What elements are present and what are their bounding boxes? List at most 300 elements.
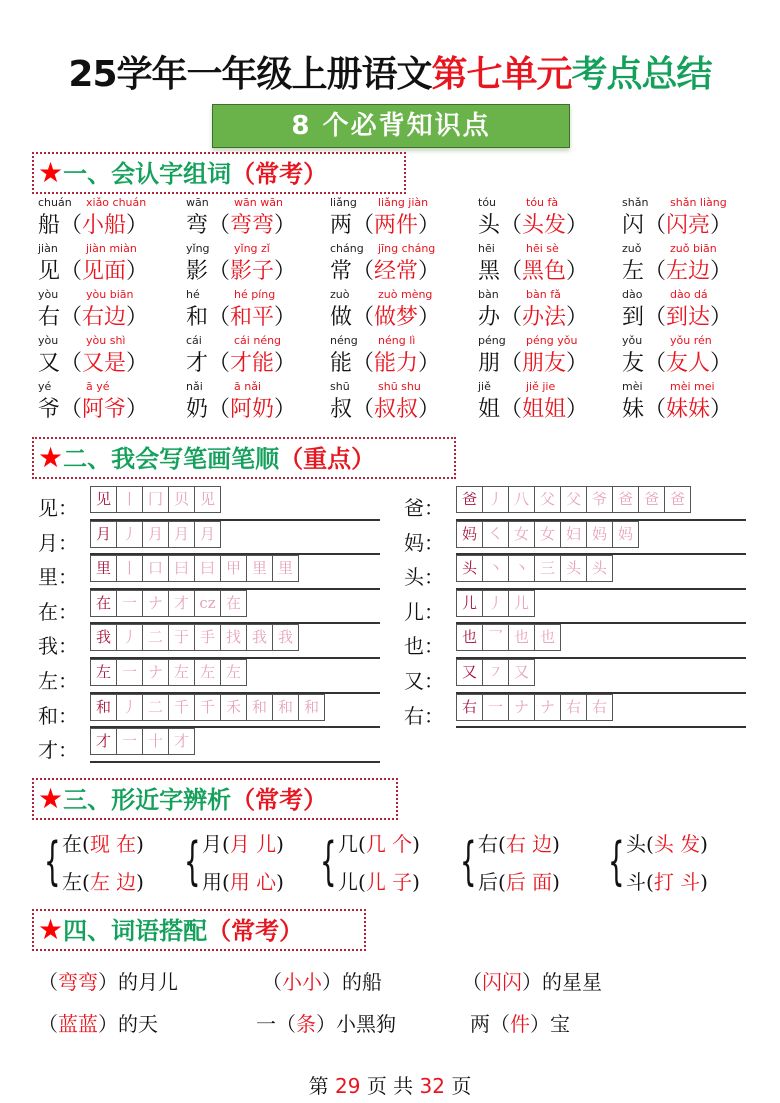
paren-close: ）	[418, 397, 441, 422]
stroke-box: 冂	[142, 486, 169, 513]
word: 朋友	[522, 351, 567, 376]
char-and-word	[186, 254, 296, 285]
char-pinyin: chuán	[38, 196, 72, 209]
match-fill: 蓝蓝	[58, 1012, 98, 1036]
similar-char-line	[62, 828, 144, 857]
character: 叔	[330, 397, 353, 422]
stroke-boxes	[90, 659, 246, 686]
stroke-box: 爸	[612, 486, 639, 513]
char-and-word	[186, 208, 296, 239]
char-and-word	[622, 300, 732, 331]
star-icon: ★	[38, 441, 64, 474]
stroke-box: 头	[560, 555, 587, 582]
stroke-box: 妈	[586, 521, 613, 548]
stroke-box: 右	[560, 694, 587, 721]
word-pinyin: wān wān	[234, 196, 283, 209]
word: 到达	[666, 305, 711, 330]
stroke-boxes	[90, 590, 246, 617]
vocab-item	[330, 334, 475, 380]
word: 经常	[374, 259, 419, 284]
stroke-row	[38, 521, 378, 556]
char-pinyin: mèi	[622, 380, 643, 393]
similar-word: 打 斗	[653, 870, 701, 894]
word-pinyin: yǒu rén	[670, 334, 712, 347]
character: 见	[38, 259, 61, 284]
vocab-row	[38, 242, 778, 288]
stroke-box: 曰	[194, 555, 221, 582]
word-pinyin: yòu biān	[86, 288, 134, 301]
match-fill: 小小	[282, 970, 322, 994]
paren-open: (	[498, 832, 506, 856]
character: 办	[478, 305, 501, 330]
paren-close: )	[136, 832, 144, 856]
paren-open: （	[352, 213, 375, 238]
match-suffix: ）的天	[98, 1012, 158, 1036]
stroke-box: 又	[456, 659, 483, 686]
word-pinyin: tóu fà	[526, 196, 559, 209]
stroke-box: 丨	[116, 555, 143, 582]
match-fill: 件	[510, 1012, 530, 1036]
stroke-boxes	[456, 521, 638, 548]
paren-close: ）	[274, 397, 297, 422]
word: 弯弯	[230, 213, 275, 238]
paren-close: ）	[126, 397, 149, 422]
stroke-box: 女	[534, 521, 561, 548]
stroke-box: 曰	[168, 555, 195, 582]
vocab-grid	[38, 196, 778, 426]
stroke-box: 妈	[612, 521, 639, 548]
stroke-row	[38, 590, 378, 625]
stroke-box: ナ	[142, 590, 169, 617]
paren-close: ）	[566, 305, 589, 330]
vocab-row	[38, 196, 778, 242]
match-suffix: ）小黑狗	[316, 1012, 396, 1036]
stroke-box: ナ	[534, 694, 561, 721]
paren-open: （	[500, 213, 523, 238]
paren-open: （	[644, 397, 667, 422]
stroke-box: 左	[168, 659, 195, 686]
word: 见面	[82, 259, 127, 284]
stroke-char-label: 里：	[38, 565, 78, 590]
vocab-item	[186, 334, 331, 380]
stroke-box: cz	[194, 590, 221, 617]
stroke-box: 甲	[220, 555, 247, 582]
word-pinyin: jiàn miàn	[86, 242, 137, 255]
vocab-item	[622, 334, 767, 380]
char-and-word	[38, 254, 148, 285]
char-and-word	[478, 300, 588, 331]
paren-close: )	[700, 870, 708, 894]
stroke-boxes	[90, 486, 220, 513]
vocab-item	[622, 196, 767, 242]
stroke-box: ナ	[142, 659, 169, 686]
stroke-order-right	[404, 486, 744, 728]
word: 两件	[374, 213, 419, 238]
paren-close: )	[412, 832, 420, 856]
word: 又是	[82, 351, 127, 376]
vocab-row	[38, 380, 778, 426]
paren-open: （	[644, 351, 667, 376]
paren-open: （	[644, 213, 667, 238]
paren-close: )	[412, 870, 420, 894]
word: 阿爷	[82, 397, 127, 422]
word: 妹妹	[666, 397, 711, 422]
character: 常	[330, 259, 353, 284]
character: 头	[478, 213, 501, 238]
section-2-header: ★二、我会写笔画笔顺（重点）	[32, 437, 456, 479]
stroke-box: 月	[142, 521, 169, 548]
similar-char: 月	[202, 832, 222, 856]
paren-open: （	[352, 351, 375, 376]
brace-icon: {	[44, 832, 61, 892]
character: 妹	[622, 397, 645, 422]
paren-close: ）	[418, 305, 441, 330]
stroke-char-label: 儿：	[404, 599, 444, 624]
similar-char: 用	[202, 870, 222, 894]
char-and-word	[38, 300, 148, 331]
char-pinyin: yǐng	[186, 242, 210, 255]
similar-word: 用 心	[229, 870, 277, 894]
character: 友	[622, 351, 645, 376]
vocab-item	[478, 288, 623, 334]
character: 弯	[186, 213, 209, 238]
char-pinyin: wān	[186, 196, 209, 209]
stroke-box: 丨	[116, 486, 143, 513]
word: 闪亮	[666, 213, 711, 238]
stroke-char-label: 又：	[404, 668, 444, 693]
similar-word: 头 发	[653, 832, 701, 856]
paren-open: （	[60, 397, 83, 422]
stroke-box: 二	[142, 694, 169, 721]
paren-close: ）	[418, 351, 441, 376]
stroke-box: 里	[246, 555, 273, 582]
stroke-box: 于	[168, 624, 195, 651]
similar-char-line	[202, 828, 284, 857]
word-pinyin: ā yé	[86, 380, 110, 393]
star-icon: ★	[38, 782, 64, 815]
stroke-boxes	[90, 694, 324, 721]
paren-close: ）	[710, 397, 733, 422]
vocab-item	[478, 196, 623, 242]
vocab-item	[330, 380, 475, 426]
stroke-boxes	[90, 728, 194, 755]
stroke-box: 也	[508, 624, 535, 651]
stroke-boxes	[456, 624, 560, 651]
word: 影子	[230, 259, 275, 284]
vocab-item	[186, 196, 331, 242]
stroke-boxes	[456, 694, 612, 721]
paren-open: (	[646, 832, 654, 856]
paren-open: (	[82, 870, 90, 894]
word: 能力	[374, 351, 419, 376]
paren-close: ）	[418, 259, 441, 284]
star-icon: ★	[38, 913, 64, 946]
paren-open: （	[500, 397, 523, 422]
stroke-box: 丶	[508, 555, 535, 582]
stroke-row	[404, 521, 744, 556]
word-match-item	[256, 1008, 396, 1037]
vocab-item	[478, 380, 623, 426]
word-pinyin: zuǒ biān	[670, 242, 717, 255]
paren-open: （	[500, 305, 523, 330]
stroke-box: 又	[508, 659, 535, 686]
match-suffix: ）的星星	[522, 970, 602, 994]
word: 办法	[522, 305, 567, 330]
paren-open: (	[358, 832, 366, 856]
char-pinyin: zuò	[330, 288, 350, 301]
stroke-box: 一	[116, 590, 143, 617]
stroke-row	[38, 659, 378, 694]
char-pinyin: hé	[186, 288, 200, 301]
word-pinyin: péng yǒu	[526, 334, 578, 347]
vocab-item	[38, 288, 183, 334]
stroke-box: 月	[194, 521, 221, 548]
paren-close: ）	[710, 351, 733, 376]
stroke-box: 千	[194, 694, 221, 721]
stroke-char-label: 左：	[38, 668, 78, 693]
character: 朋	[478, 351, 501, 376]
page-title: 25学年一年级上册语文第七单元考点总结	[68, 54, 712, 95]
brace-icon: {	[320, 832, 337, 892]
paren-close: ）	[126, 305, 149, 330]
word-match-item	[262, 966, 382, 995]
stroke-box: 千	[168, 694, 195, 721]
stroke-box: 一	[116, 659, 143, 686]
stroke-box: ㇇	[482, 659, 509, 686]
stroke-box: 贝	[168, 486, 195, 513]
word-pinyin: shū shu	[378, 380, 421, 393]
vocab-item	[38, 196, 183, 242]
stroke-box: 也	[456, 624, 483, 651]
stroke-char-label: 月：	[38, 530, 78, 555]
paren-close: )	[136, 870, 144, 894]
paren-close: ）	[126, 351, 149, 376]
similar-word: 左 边	[89, 870, 137, 894]
stroke-box: 手	[194, 624, 221, 651]
char-and-word	[478, 208, 588, 239]
char-and-word	[38, 346, 148, 377]
paren-close: ）	[418, 213, 441, 238]
word-pinyin: zuò mèng	[378, 288, 433, 301]
character: 船	[38, 213, 61, 238]
word: 叔叔	[374, 397, 419, 422]
similar-char: 在	[62, 832, 82, 856]
similar-char-line	[626, 828, 708, 857]
stroke-box: 在	[90, 590, 117, 617]
similar-char: 儿	[338, 870, 358, 894]
word-pinyin: dào dá	[670, 288, 708, 301]
stroke-box: 十	[142, 728, 169, 755]
vocab-item	[186, 380, 331, 426]
char-and-word	[38, 208, 148, 239]
vocab-item	[622, 380, 767, 426]
stroke-box: 月	[168, 521, 195, 548]
stroke-char-label: 才：	[38, 738, 78, 763]
char-pinyin: dào	[622, 288, 643, 301]
character: 姐	[478, 397, 501, 422]
char-pinyin: néng	[330, 334, 358, 347]
word-match-item	[38, 1008, 158, 1037]
stroke-char-label: 妈：	[404, 530, 444, 555]
char-pinyin: liǎng	[330, 196, 357, 209]
character: 才	[186, 351, 209, 376]
vocab-row	[38, 288, 778, 334]
character: 右	[38, 305, 61, 330]
paren-open: （	[208, 351, 231, 376]
similar-word: 右 边	[505, 832, 553, 856]
similar-char: 左	[62, 870, 82, 894]
writing-line	[456, 726, 746, 728]
paren-close: ）	[710, 305, 733, 330]
stroke-boxes	[456, 486, 690, 513]
vocab-item	[622, 288, 767, 334]
stroke-box: 一	[482, 694, 509, 721]
word-pinyin: ā nǎi	[234, 380, 262, 393]
stroke-box: 丶	[482, 555, 509, 582]
stroke-box: 一	[116, 728, 143, 755]
word: 小船	[82, 213, 127, 238]
word-match-item	[462, 966, 602, 995]
word: 黑色	[522, 259, 567, 284]
paren-open: （	[208, 259, 231, 284]
word: 友人	[666, 351, 711, 376]
word: 才能	[230, 351, 275, 376]
stroke-row	[404, 624, 744, 659]
vocab-item	[478, 242, 623, 288]
paren-open: （	[644, 305, 667, 330]
word-pinyin: yǐng zǐ	[234, 242, 270, 255]
char-and-word	[330, 208, 440, 239]
stroke-box: 我	[90, 624, 117, 651]
char-pinyin: yé	[38, 380, 52, 393]
vocab-item	[38, 380, 183, 426]
word-pinyin: néng lì	[378, 334, 416, 347]
paren-close: )	[276, 870, 284, 894]
paren-open: （	[208, 305, 231, 330]
char-pinyin: shū	[330, 380, 350, 393]
match-suffix: ）的船	[322, 970, 382, 994]
stroke-box: 乛	[482, 624, 509, 651]
stroke-row	[404, 486, 744, 521]
vocab-item	[38, 242, 183, 288]
page-footer: 第 29 页 共 32 页	[308, 1074, 472, 1098]
char-pinyin: cháng	[330, 242, 364, 255]
paren-open: （	[60, 259, 83, 284]
char-pinyin: zuǒ	[622, 242, 642, 255]
paren-close: ）	[126, 259, 149, 284]
char-pinyin: nǎi	[186, 380, 203, 393]
similar-char-line	[478, 828, 560, 857]
match-suffix: ）的月儿	[98, 970, 178, 994]
stroke-box: 父	[560, 486, 587, 513]
match-prefix: （	[38, 1012, 58, 1036]
paren-close: ）	[710, 213, 733, 238]
stroke-box: 丿	[482, 486, 509, 513]
char-pinyin: jiàn	[38, 242, 58, 255]
paren-open: (	[222, 832, 230, 856]
paren-close: )	[276, 832, 284, 856]
char-and-word	[330, 392, 440, 423]
word: 右边	[82, 305, 127, 330]
stroke-box: 才	[90, 728, 117, 755]
paren-close: ）	[274, 259, 297, 284]
paren-close: ）	[566, 397, 589, 422]
paren-open: （	[500, 259, 523, 284]
char-and-word	[330, 254, 440, 285]
star-icon: ★	[38, 156, 64, 189]
paren-close: ）	[126, 213, 149, 238]
stroke-box: 里	[272, 555, 299, 582]
stroke-boxes	[90, 521, 220, 548]
vocab-item	[330, 288, 475, 334]
similar-char-line	[62, 866, 144, 895]
stroke-boxes	[90, 624, 298, 651]
similar-word: 现 在	[89, 832, 137, 856]
stroke-char-label: 也：	[404, 634, 444, 659]
stroke-char-label: 我：	[38, 634, 78, 659]
stroke-box: 妈	[456, 521, 483, 548]
match-fill: 弯弯	[58, 970, 98, 994]
char-and-word	[186, 392, 296, 423]
section-3-header: ★三、形近字辨析（常考）	[32, 778, 398, 820]
similar-char: 后	[478, 870, 498, 894]
word-pinyin: hēi sè	[526, 242, 559, 255]
vocab-item	[330, 242, 475, 288]
paren-open: （	[352, 397, 375, 422]
paren-open: （	[352, 305, 375, 330]
word: 做梦	[374, 305, 419, 330]
word-pinyin: hé píng	[234, 288, 276, 301]
char-and-word	[478, 254, 588, 285]
stroke-box: 三	[534, 555, 561, 582]
word-pinyin: liǎng jiàn	[378, 196, 429, 209]
stroke-row	[38, 555, 378, 590]
char-and-word	[186, 346, 296, 377]
vocab-item	[186, 242, 331, 288]
stroke-box: 爸	[664, 486, 691, 513]
similar-word: 后 面	[505, 870, 553, 894]
brace-icon: {	[608, 832, 625, 892]
similar-char-line	[478, 866, 560, 895]
character: 做	[330, 305, 353, 330]
stroke-char-label: 和：	[38, 703, 78, 728]
paren-open: （	[500, 351, 523, 376]
stroke-box: 我	[246, 624, 273, 651]
similar-word: 几 个	[365, 832, 413, 856]
paren-close: ）	[274, 305, 297, 330]
vocab-item	[38, 334, 183, 380]
paren-open: (	[82, 832, 90, 856]
character: 闪	[622, 213, 645, 238]
subtitle-banner: 8 个必背知识点	[212, 104, 570, 148]
paren-close: ）	[274, 351, 297, 376]
char-and-word	[622, 346, 732, 377]
char-and-word	[330, 300, 440, 331]
match-prefix: （	[38, 970, 58, 994]
stroke-row	[404, 555, 744, 590]
stroke-box: 禾	[220, 694, 247, 721]
stroke-box: 左	[90, 659, 117, 686]
stroke-box: 八	[508, 486, 535, 513]
stroke-box: 左	[220, 659, 247, 686]
char-pinyin: tóu	[478, 196, 497, 209]
stroke-box: ナ	[508, 694, 535, 721]
stroke-row	[38, 624, 378, 659]
character: 和	[186, 305, 209, 330]
stroke-box: 爸	[638, 486, 665, 513]
word-pinyin: yòu shì	[86, 334, 126, 347]
match-prefix: 两（	[470, 1012, 510, 1036]
